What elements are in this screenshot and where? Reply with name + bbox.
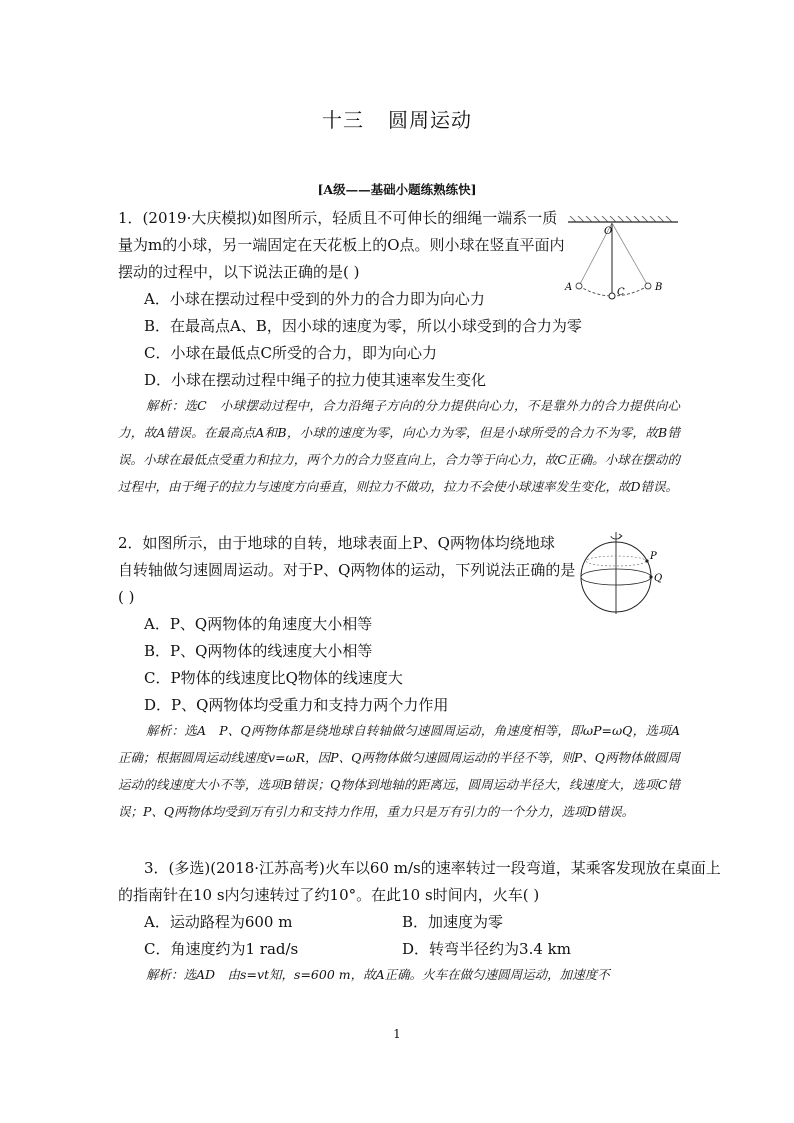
q3-stem-line1: 3．(多选)(2018·江苏高考)火车以60 m/s的速率转过一段弯道，某乘客发现放在桌面上: [144, 859, 721, 877]
title-number: 十三: [322, 108, 364, 132]
label-o: O: [604, 226, 613, 237]
q2-solution: 解析：选A P、Q两物体都是绕地球自转轴做匀速圆周运动，角速度相等，即ωP=ωQ，选项A正确；根据圆周运动线速度v=ωR，因P、Q两物体做匀速圆周运动的半径不等，则P、Q两物体做圆周运动的线速度大小不等，选项B错误；Q物体到地轴的距离远，圆周运动半径大，线速度大，选项C错误；P、Q两物体均受到万有引力和支持力作用，重力只是万有引力的一个分力，选项D错误。: [118, 723, 680, 819]
q3-option-a: A．运动路程为600 m: [144, 913, 293, 931]
q1-solution: 解析：选C 小球摆动过程中，合力沿绳子方向的分力提供向心力，不是靠外力的合力提供向心力，故A错误。在最高点A和B，小球的速度为零，向心力为零，但是小球所受的合力不为零，故B错误。小球在最低点受重力和拉力，两个力的合力竖直向上，合力等于向心力，故C正确。小球在摆动的过程中，由于绳子的拉力与速度方向垂直，则拉力不做功，拉力不会使小球速率发生变化，故D错误。: [118, 398, 680, 494]
q2-option-d: D．P、Q两物体均受重力和支持力两个力作用: [144, 696, 449, 714]
q1-stem-line1: 1．(2019·大庆模拟)如图所示，轻质且不可伸长的细绳一端系一质: [118, 209, 558, 227]
label-p: P: [650, 551, 657, 562]
q1-option-a: A．小球在摆动过程中受到的外力的合力即为向心力: [144, 290, 485, 308]
q1-option-d: D．小球在摆动过程中绳子的拉力使其速率发生变化: [144, 371, 487, 389]
q2-option-c: C．P物体的线速度比Q物体的线速度大: [144, 669, 403, 687]
q3-option-c: C．角速度约为1 rad/s: [144, 940, 299, 958]
page-number: 1: [393, 1027, 401, 1041]
q1-stem-line2: 量为m的小球，另一端固定在天花板上的O点。则小球在竖直平面内: [118, 236, 565, 254]
q3-option-b: B．加速度为零: [402, 913, 504, 931]
page-title: [0, 104, 794, 133]
q2-option-a: A．P、Q两物体的角速度大小相等: [144, 615, 373, 633]
q1-option-b: B．在最高点A、B，因小球的速度为零，所以小球受到的合力为零: [144, 317, 582, 335]
label-c: C: [617, 287, 625, 298]
q1-stem-line3: 摆动的过程中，以下说法正确的是( ): [118, 263, 360, 281]
label-q: Q: [654, 573, 663, 584]
title-text: 圆周运动: [388, 108, 472, 132]
label-a: A: [565, 282, 573, 293]
q2-option-b: B．P、Q两物体的线速度大小相等: [144, 642, 373, 660]
earth-figure: [576, 528, 666, 618]
q1-option-c: C．小球在最低点C所受的合力，即为向心力: [144, 344, 437, 362]
q3-solution: 解析：选AD 由s=vt知，s=600 m，故A正确。火车在做匀速圆周运动，加速度不: [146, 967, 610, 982]
q2-stem-line1: 2．如图所示，由于地球的自转，地球表面上P、Q两物体均绕地球: [118, 534, 555, 552]
pendulum-figure: [562, 210, 684, 306]
q2-stem-line3: ( ): [118, 588, 135, 606]
q3-stem-line2: 的指南针在10 s内匀速转过了约10°。在此10 s时间内，火车( ): [118, 886, 540, 904]
section-label: [A级——基础小题练熟练快]: [317, 182, 477, 197]
label-b: B: [655, 282, 663, 293]
q3-option-d: D．转弯半径约为3.4 km: [402, 940, 571, 958]
q2-stem-line2: 自转轴做匀速圆周运动。对于P、Q两物体的运动，下列说法正确的是: [118, 561, 576, 579]
